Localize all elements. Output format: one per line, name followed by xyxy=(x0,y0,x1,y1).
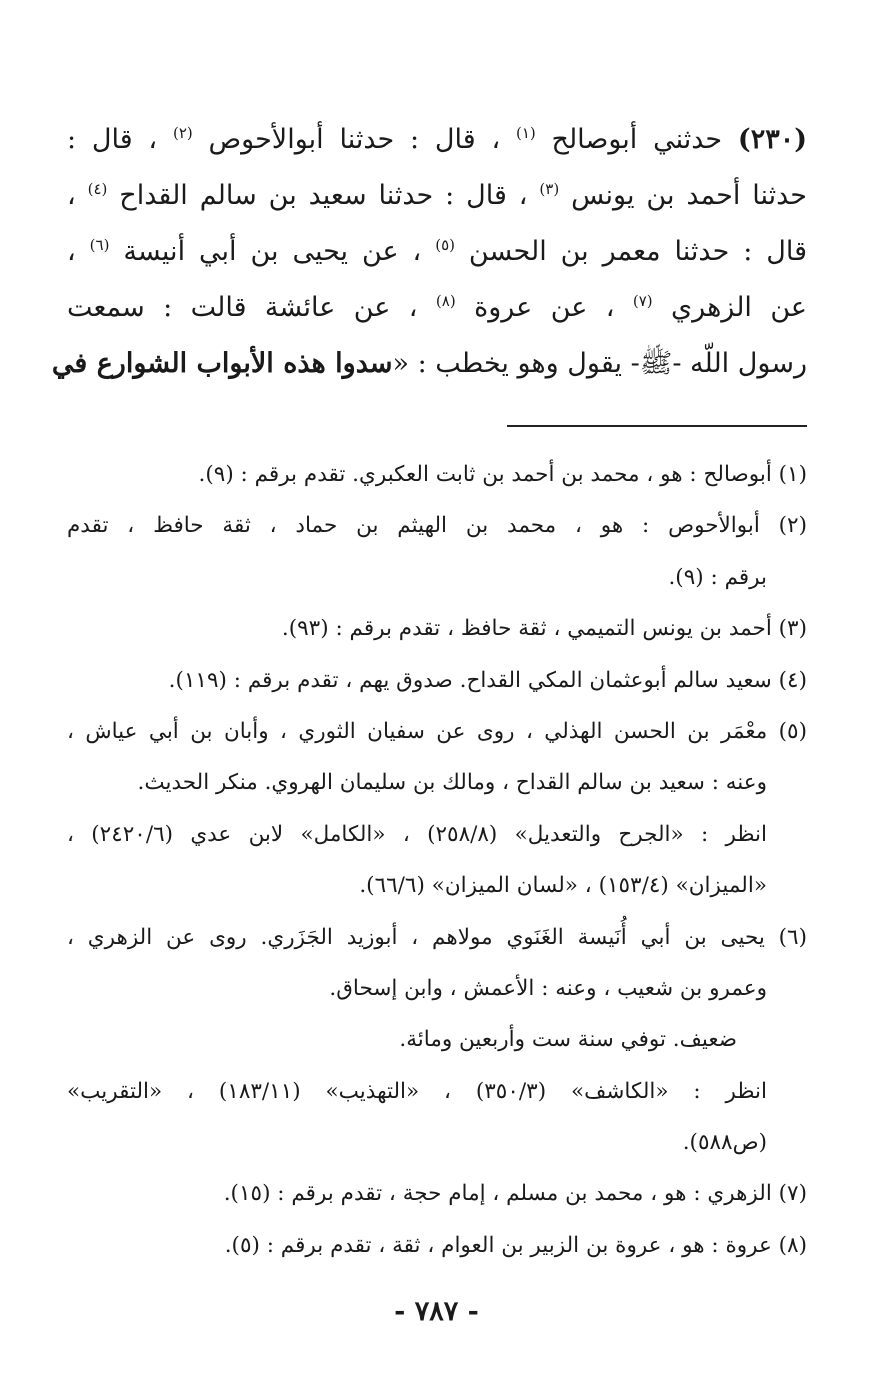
footnote-line: (٢) أبوالأحوص : هو ، محمد بن الهيثم بن حماد ، ثقة حافظ ، تقدم xyxy=(67,513,807,539)
footnote-line: «الميزان» (١٥٣/٤) ، «لسان الميزان» (٦٦/٦). xyxy=(359,873,767,899)
footnote-line: (١) أبوصالح : هو ، محمد بن أحمد بن ثابت العكبري. تقدم برقم : (٩). xyxy=(198,462,807,487)
footnote-line: ضعيف. توفي سنة ست وأربعين ومائة. xyxy=(399,1027,737,1053)
footnote-ref: (٨) xyxy=(435,292,456,310)
hadith-number: (٢٣٠) xyxy=(737,124,807,155)
page-number: - ٧٨٧ - xyxy=(394,1296,479,1327)
footnote-line: (٣) أحمد بن يونس التميمي ، ثقة حافظ ، تقدم برقم : (٩٣). xyxy=(281,616,807,642)
hadith-text-run: عن الزهري xyxy=(652,292,807,323)
hadith-text-run: ، قال : حدثنا أبوالأحوص xyxy=(192,124,516,155)
footnote-ref: (٥) xyxy=(435,236,455,254)
hadith-text-run: ، xyxy=(67,180,88,211)
footnote-line: انظر : «الجرح والتعديل» (٢٥٨/٨) ، «الكامل» لابن عدي (٢٤٢٠/٦) ، xyxy=(67,821,767,847)
footnote-line: انظر : «الكاشف» (٣٥٠/٣) ، «التهذيب» (١٨٣/١١) ، «التقريب» xyxy=(67,1078,767,1104)
hadith-line xyxy=(67,224,807,280)
footnote-line: وعنه : سعيد بن سالم القداح ، ومالك بن سليمان الهروي. منكر الحديث. xyxy=(137,770,767,796)
footnote-line: (٥) معْمَر بن الحسن الهذلي ، روى عن سفيان الثوري ، وأبان بن أبي عياش ، xyxy=(67,718,807,744)
footnote-ref: (١) xyxy=(515,124,536,142)
hadith-text-run: ، عن عائشة قالت : سمعت xyxy=(67,292,436,323)
footnote-line: (ص٥٨٨). xyxy=(682,1130,767,1156)
footnote-line: (٧) الزهري : هو ، محمد بن مسلم ، إمام حجة ، تقدم برقم : (١٥). xyxy=(223,1181,807,1207)
hadith-text-run: ، قال : حدثنا سعيد بن سالم القداح xyxy=(107,180,540,211)
hadith-line xyxy=(67,280,807,336)
footnote-line: (٦) يحيى بن أبي أُنَيسة الغَنَوي مولاهم ، أبوزيد الجَزَري. روى عن الزهري ، xyxy=(67,924,807,950)
footnotes xyxy=(67,449,807,1271)
footnote-divider xyxy=(507,425,807,427)
hadith-line xyxy=(67,112,807,168)
hadith-text-run: قال : حدثنا معمر بن الحسن xyxy=(454,236,807,267)
hadith-text xyxy=(51,112,807,392)
hadith-line xyxy=(51,336,807,392)
hadith-text-run: ، عن يحيى بن أبي أنيسة xyxy=(109,236,436,267)
hadith-line xyxy=(67,168,807,224)
footnote-line: برقم : (٩). xyxy=(668,564,767,590)
footnote-line: (٤) سعيد سالم أبوعثمان المكي القداح. صدوق يهم ، تقدم برقم : (١١٩). xyxy=(168,667,807,693)
footnote-line: وعمرو بن شعيب ، وعنه : الأعمش ، وابن إسحاق. xyxy=(329,975,767,1001)
footnote-line: (٨) عروة : هو ، عروة بن الزبير بن العوام ، ثقة ، تقدم برقم : (٥). xyxy=(224,1232,807,1258)
hadith-quote: سدوا هذه الأبواب الشوارع في xyxy=(51,348,393,379)
hadith-text-run: رسول اللّه -ﷺ- يقول وهو يخطب : « xyxy=(392,348,807,379)
hadith-text-run: ، قال : xyxy=(67,124,173,155)
footnote-ref: (٤) xyxy=(87,180,108,198)
hadith-text-run: حدثني أبوصالح xyxy=(535,124,738,155)
hadith-text-run: ، عن عروة xyxy=(455,292,633,323)
footnote-ref: (٢) xyxy=(172,124,193,142)
footnote-ref: (٧) xyxy=(632,292,653,310)
hadith-text-run: حدثنا أحمد بن يونس xyxy=(559,180,807,211)
hadith-text-run: ، xyxy=(67,236,90,267)
footnote-ref: (٣) xyxy=(539,180,560,198)
footnote-ref: (٦) xyxy=(89,236,110,254)
